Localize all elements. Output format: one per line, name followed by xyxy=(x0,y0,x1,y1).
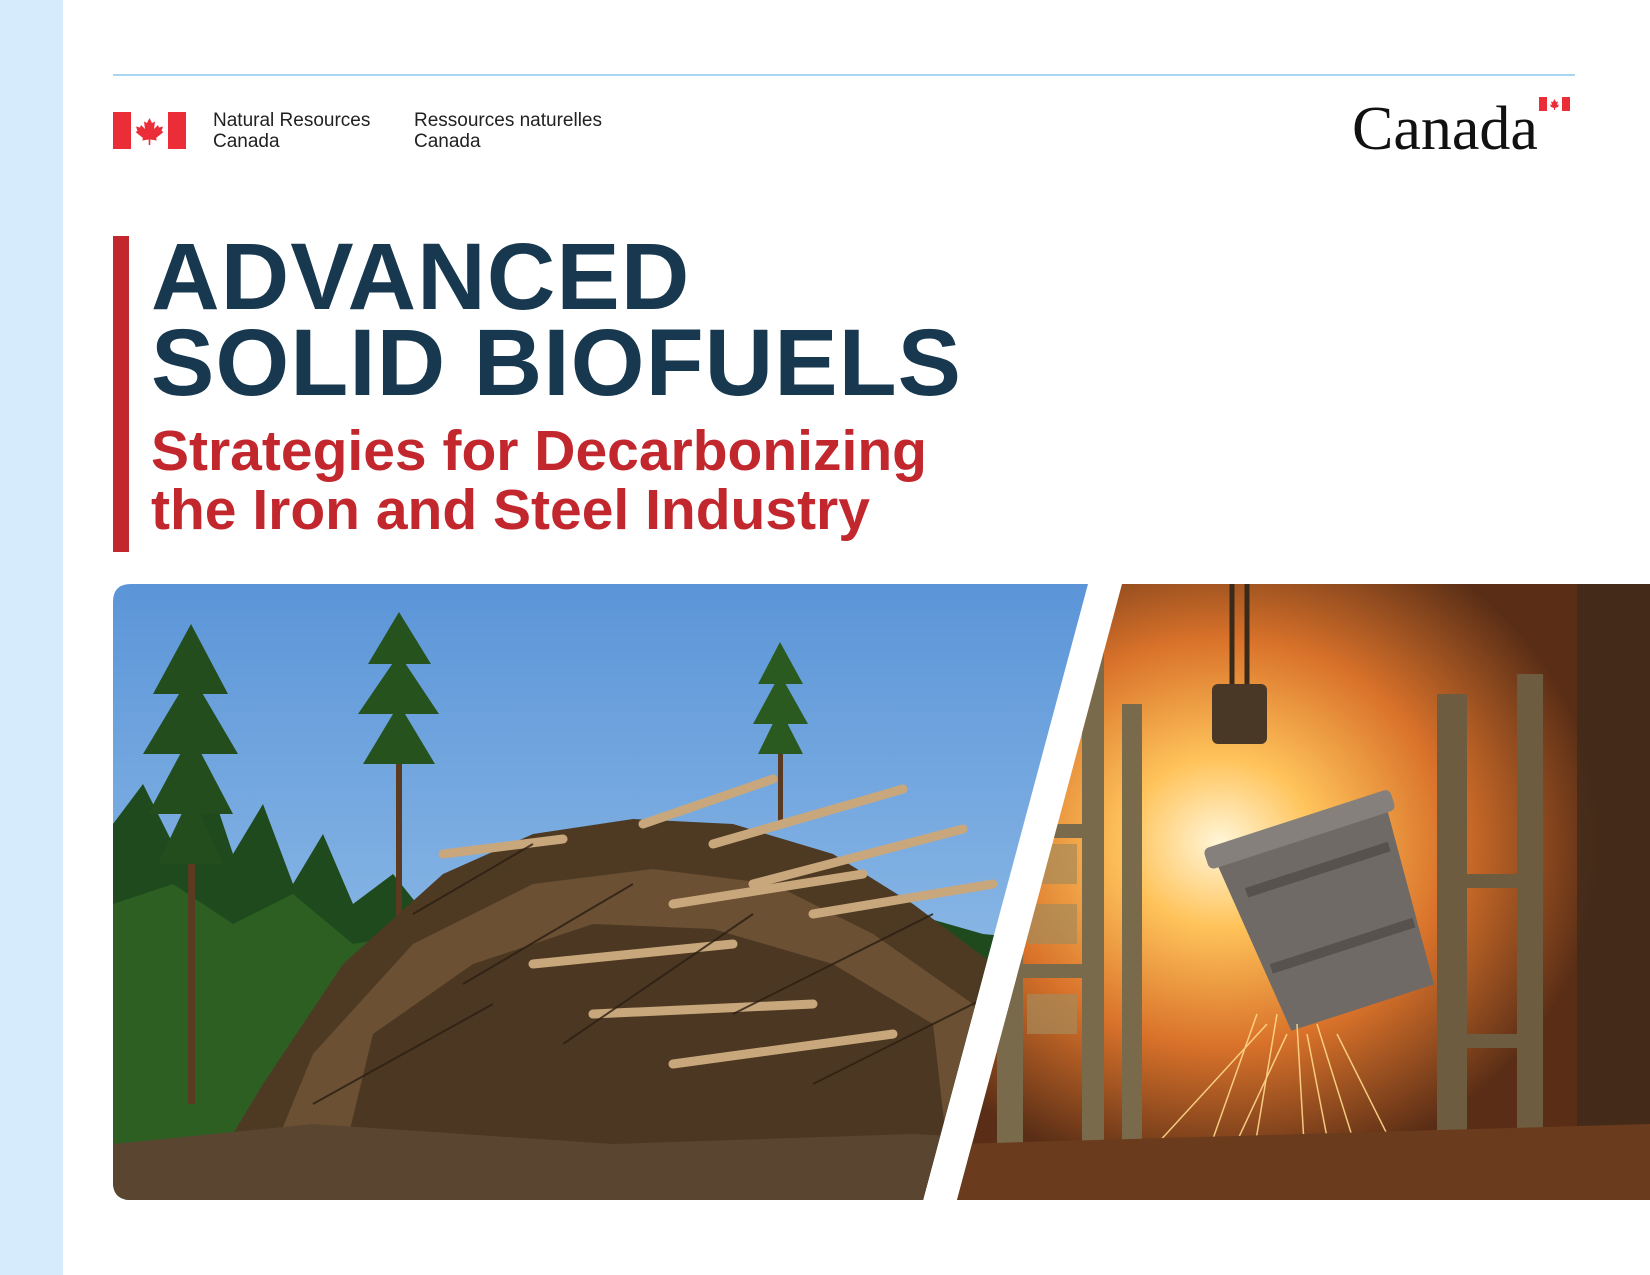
side-color-band xyxy=(0,0,63,1275)
document-subtitle: Strategies for Decarbonizing the Iron and Steel Industry xyxy=(151,419,927,542)
canada-wordmark-logo xyxy=(1352,94,1575,154)
top-divider-rule xyxy=(113,74,1575,76)
title-accent-bar xyxy=(113,236,129,552)
canada-flag-icon xyxy=(113,112,186,149)
wordmark-flag-icon xyxy=(1539,97,1570,111)
department-name-french: Ressources naturelles Canada xyxy=(414,110,602,152)
steel-mill-photo xyxy=(957,584,1650,1200)
forest-residue-photo xyxy=(113,584,1088,1200)
wordmark-text: Canada xyxy=(1352,95,1538,154)
document-title: ADVANCED SOLID BIOFUELS xyxy=(151,224,962,416)
department-name-english: Natural Resources Canada xyxy=(213,110,371,152)
